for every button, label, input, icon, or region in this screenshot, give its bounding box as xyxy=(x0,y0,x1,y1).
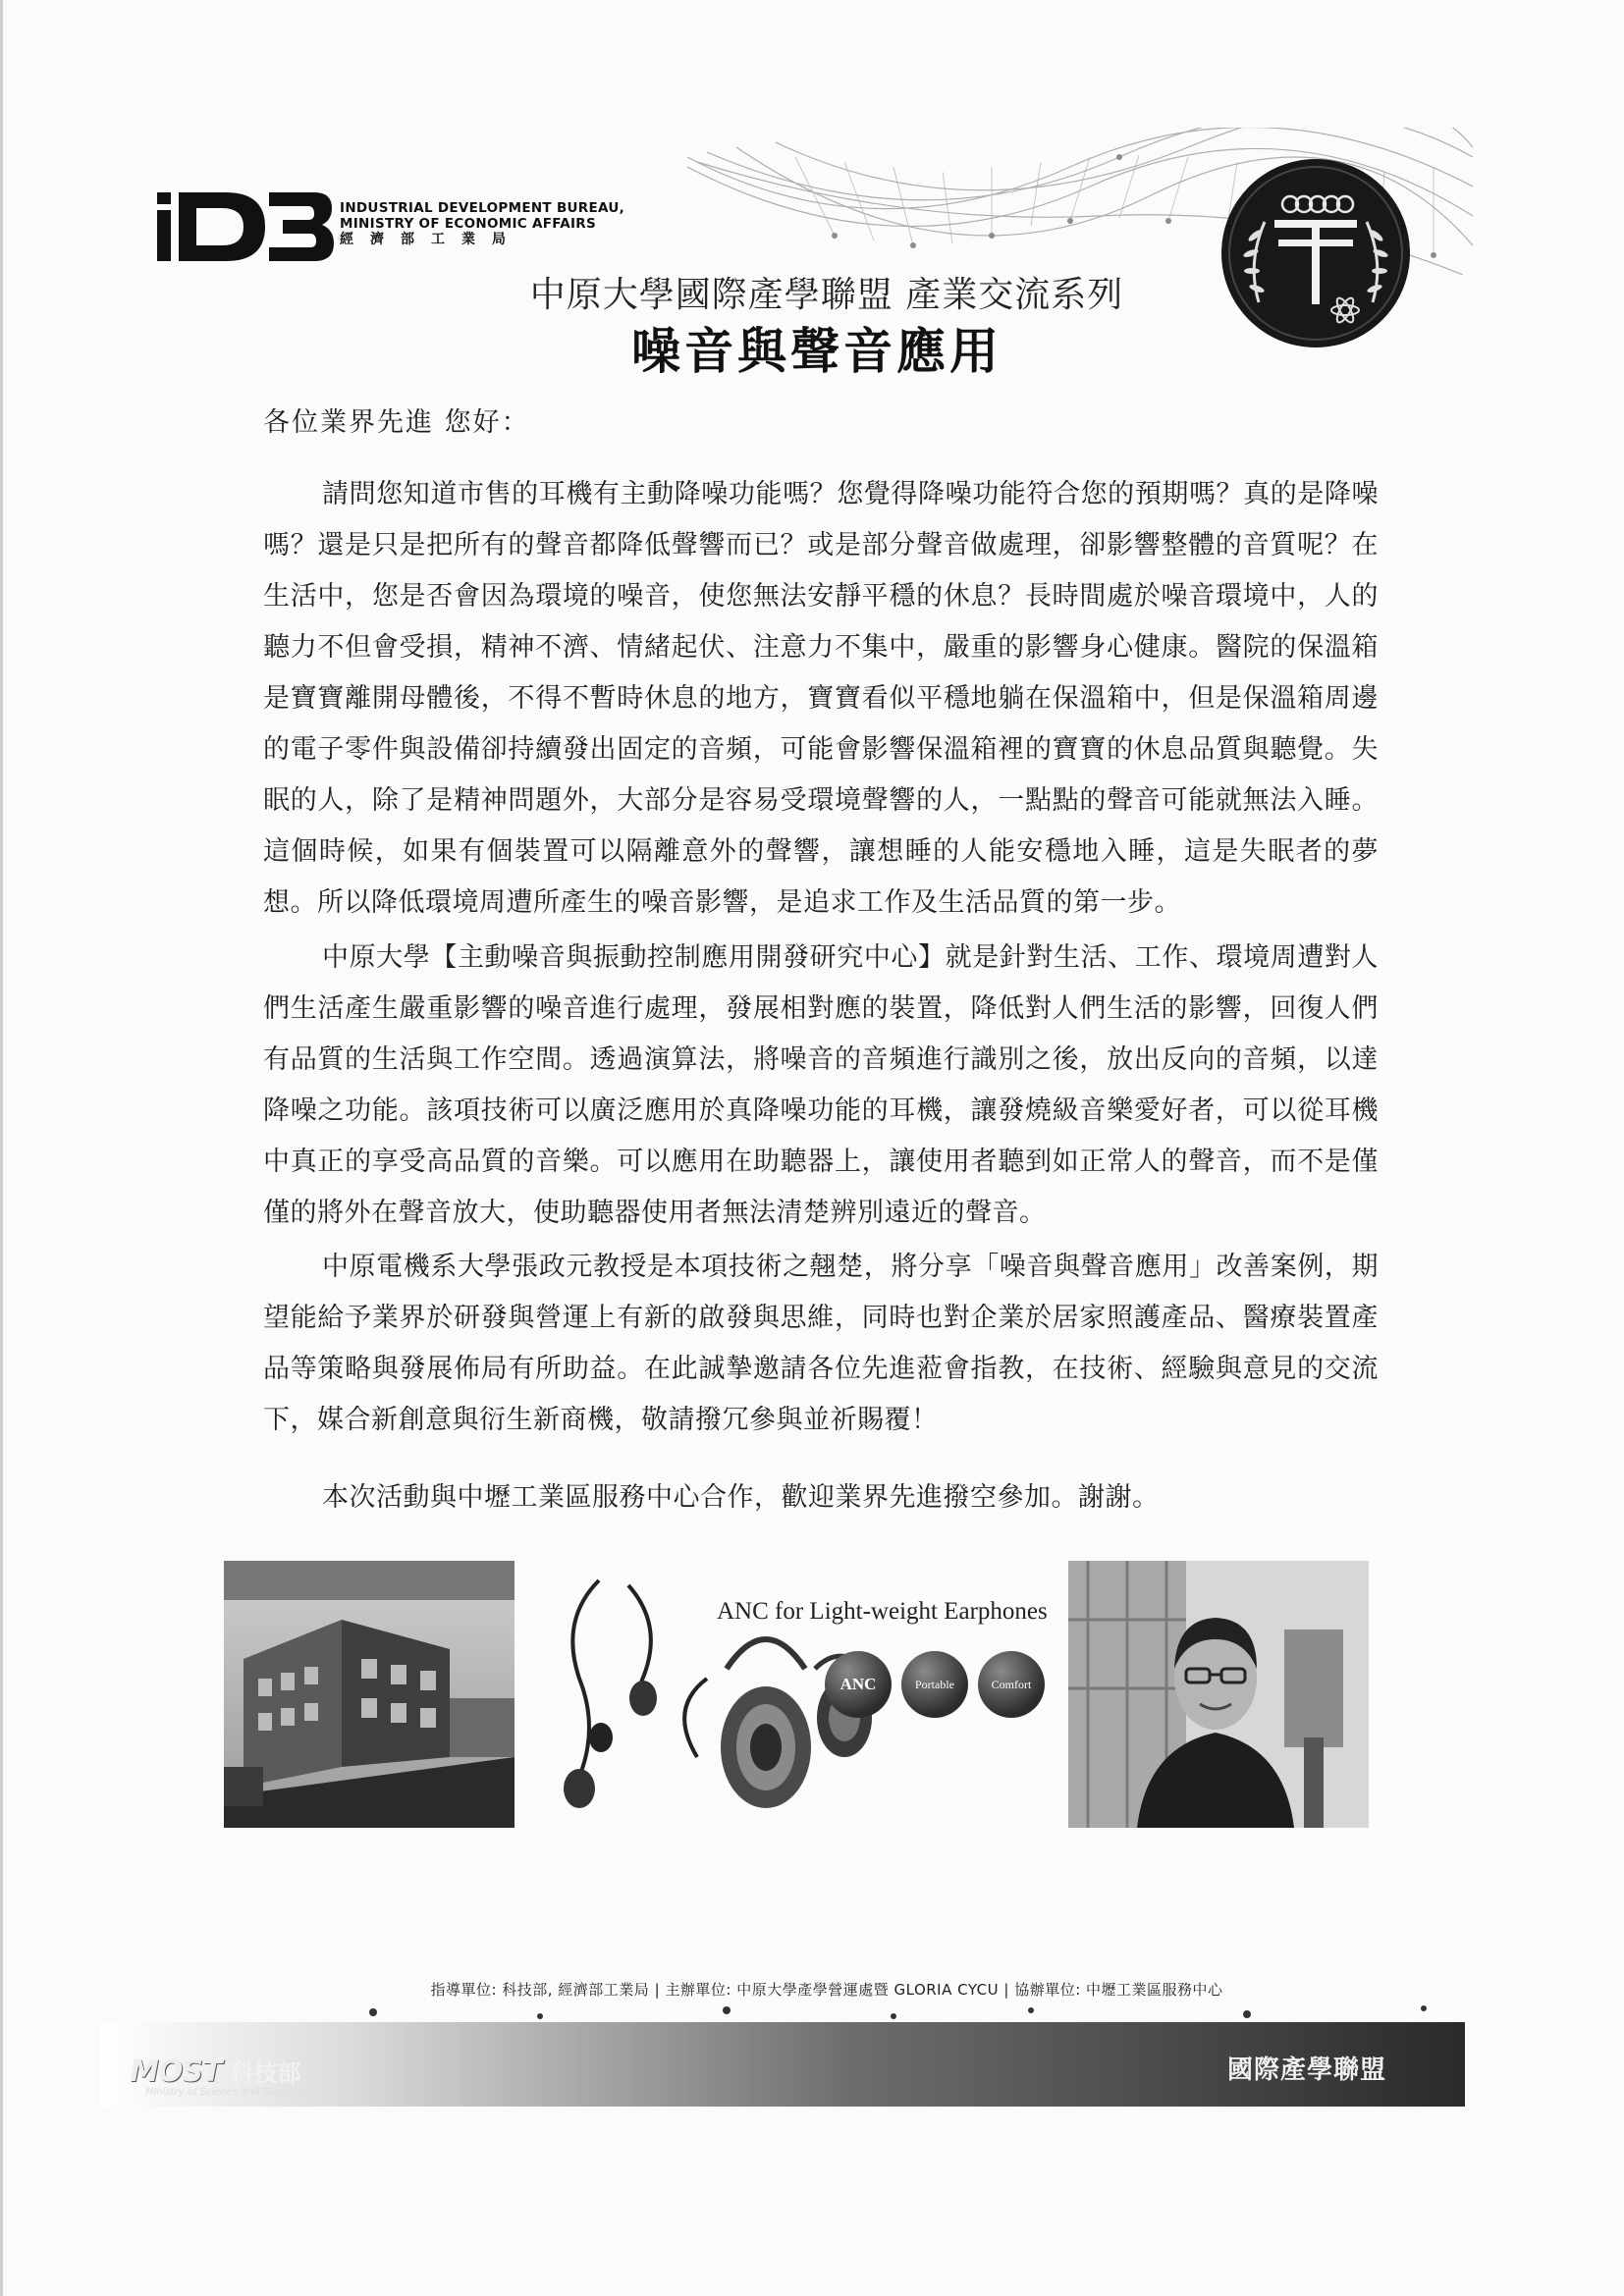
building-photo xyxy=(224,1561,514,1828)
earphone-caption: ANC for Light-weight Earphones xyxy=(717,1598,1048,1625)
professor-illustration xyxy=(1068,1561,1369,1828)
bureau-name-en-1: INDUSTRIAL DEVELOPMENT BUREAU, xyxy=(340,200,625,216)
idb-logo xyxy=(157,188,334,267)
bureau-name xyxy=(340,200,624,247)
bureau-name-zh: 經濟部工業局 xyxy=(340,232,522,247)
series-title: 中原大學國際產學聯盟 產業交流系列 xyxy=(529,275,1124,315)
bureau-name-en-2: MINISTRY OF ECONOMIC AFFAIRS xyxy=(340,216,597,232)
paragraph-1: 請問您知道市售的耳機有主動降噪功能嗎？您覺得降噪功能符合您的預期嗎？真的是降噪嗎？還是只是把所有的聲音都降低聲響而已？或是部分聲音做處理，卻影響整體的音質呢？在生活中，您是否會因為環境的噪音，使您無法安靜平穩的休息？長時間處於噪音環境中，人的聽力不但會受損，精神不濟、情緒起伏、注意力不集中，嚴重的影響身心健康。醫院的保溫箱是寶寶離開母體後，不得不暫時休息的地方，寶寶看似平穩地躺在保溫箱中，但是保溫箱周邊的電子零件與設備卻持續發出固定的音頻，可能會影響保溫箱裡的寶寶的休息品質與聽覺。失眠的人，除了是精神問題外，大部分是容易受環境聲響的人，一點點的聲音可能就無法入睡。這個時候，如果有個裝置可以隔離意外的聲響，讓想睡的人能安穩地入睡，這是失眠者的夢想。所以降低環境周遭所產生的噪音影響，是追求工作及生活品質的第一步。 xyxy=(263,479,1379,918)
most-wordmark: MOST xyxy=(130,2055,222,2089)
comfort-badge: Comfort xyxy=(978,1651,1045,1718)
main-title: 噪音與聲音應用 xyxy=(631,323,1002,380)
anc-badge: ANC xyxy=(825,1651,892,1718)
greeting: 各位業界先進 您好： xyxy=(263,407,530,438)
most-logo xyxy=(130,2054,319,2098)
most-name-en: Ministry of Science and Technology xyxy=(145,2087,319,2098)
alliance-label: 國際產學聯盟 xyxy=(1227,2056,1387,2085)
paragraph-4: 本次活動與中壢工業區服務中心合作，歡迎業界先進撥空參加。謝謝。 xyxy=(322,1482,1160,1513)
earphone-graphic xyxy=(520,1561,1051,1828)
paragraph-2: 中原大學【主動噪音與振動控制應用開發研究中心】就是針對生活、工作、環境周遭對人們生活產生嚴重影響的噪音進行處理，發展相對應的裝置，降低對人們生活的影響，回復人們有品質的生活與工作空間。透過演算法，將噪音的音頻進行識別之後，放出反向的音頻，以達降噪之功能。該項技術可以廣泛應用於真降噪功能的耳機，讓發燒級音樂愛好者，可以從耳機中真正的享受高品質的音樂。可以應用在助聽器上，讓使用者聽到如正常人的聲音，而不是僅僅的將外在聲音放大，使助聽器使用者無法清楚辨別遠近的聲音。 xyxy=(263,942,1379,1228)
decorative-dots xyxy=(118,2002,1492,2022)
most-name-zh: 科技部 xyxy=(230,2059,301,2087)
professor-photo xyxy=(1068,1561,1369,1828)
organizers-line: 指導單位: 科技部, 經濟部工業局 | 主辦單位: 中原大學產學營運處暨 GLORIA CYCU | 協辦單位: 中壢工業區服務中心 xyxy=(430,1981,1223,1999)
portable-badge: Portable xyxy=(901,1651,968,1718)
paragraph-3: 中原電機系大學張政元教授是本項技術之翹楚，將分享「噪音與聲音應用」改善案例，期望能給予業界於研發與營運上有新的啟發與思維，同時也對企業於居家照護產品、醫療裝置產品等策略與發展佈局有所助益。在此誠摯邀請各位先進蒞會指教，在技術、經驗與意見的交流下，媒合新創意與衍生新商機，敬請撥冗參與並祈賜覆！ xyxy=(263,1252,1379,1435)
building-illustration xyxy=(224,1561,514,1828)
